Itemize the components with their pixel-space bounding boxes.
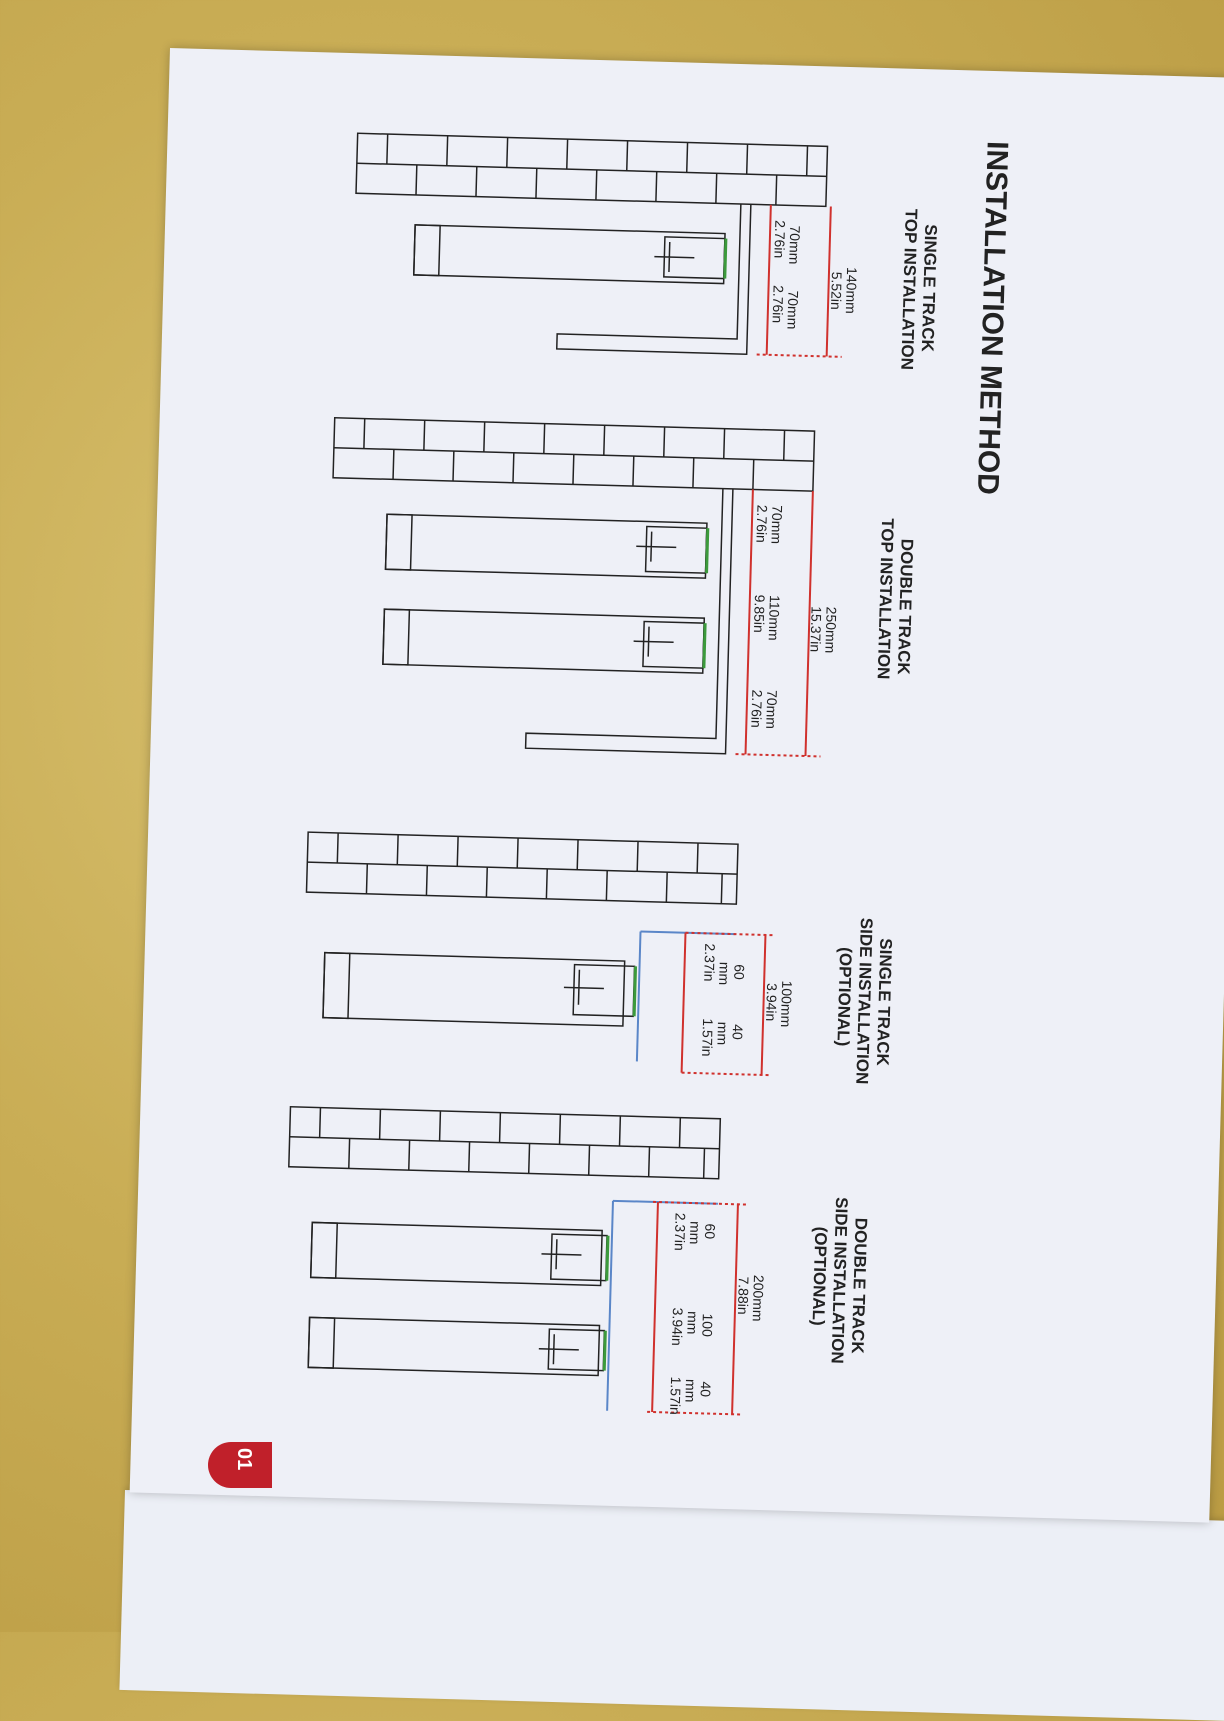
- section-label: DOUBLE TRACK: [847, 1217, 871, 1354]
- dimension-label: 100mm: [777, 980, 796, 1028]
- dimension-label: 1.57in: [699, 1018, 717, 1057]
- dimension-label: 70mm: [784, 290, 802, 330]
- track-bracket: [633, 526, 707, 668]
- brick-wall-4: [289, 1107, 721, 1179]
- dimension-label: mm: [716, 961, 733, 986]
- page-number: 01: [233, 1448, 255, 1471]
- dimension-label: 2.76in: [748, 689, 766, 729]
- dimension-label: 2.37in: [701, 943, 719, 982]
- brick-wall-1: [356, 133, 827, 206]
- dimension-label: 250mm: [822, 606, 840, 654]
- dimension-label: 40: [729, 1024, 746, 1041]
- dimension-label: 140mm: [842, 266, 861, 315]
- page-title: INSTALLATION METHOD: [970, 140, 1014, 496]
- dimension-label: 1.57in: [667, 1376, 685, 1416]
- section-label: SINGLE TRACK: [872, 938, 896, 1067]
- dimension-label: 3.94in: [763, 982, 781, 1022]
- section-label: (OPTIONAL): [833, 946, 856, 1047]
- section-label: TOP INSTALLATION: [873, 517, 898, 680]
- dimension-label: 40: [697, 1381, 714, 1398]
- dimension-label: mm: [684, 1310, 701, 1335]
- dimension-label: 3.94in: [668, 1307, 687, 1347]
- dimension-label: 200mm: [749, 1274, 767, 1322]
- section-label: SINGLE TRACK: [917, 224, 941, 353]
- dimension-label: 7.88in: [734, 1276, 752, 1315]
- dimension-label: mm: [714, 1021, 732, 1046]
- dimension-label: 5.52in: [827, 271, 846, 311]
- page-number-badge: [208, 1442, 272, 1488]
- dimension-label: 15.37in: [807, 606, 825, 653]
- dimension-label: mm: [686, 1220, 704, 1245]
- curtain-panel: [414, 225, 725, 284]
- dimension-label: 100: [699, 1313, 716, 1338]
- brick-wall-3: [306, 832, 738, 904]
- dimension-label: 110mm: [765, 594, 783, 641]
- curtain-panel: [383, 514, 707, 673]
- manual-page: [130, 48, 1224, 1523]
- track-bracket: [654, 237, 725, 279]
- dimension-label: 70mm: [786, 225, 804, 265]
- dimension-label: 9.85in: [750, 594, 768, 634]
- dimension-label: 60: [701, 1223, 719, 1240]
- dimension-label: 2.76in: [771, 219, 789, 259]
- dimension-label: 70mm: [763, 689, 781, 730]
- section-label: (OPTIONAL): [808, 1226, 831, 1327]
- dimension-label: 70mm: [768, 504, 786, 545]
- dimension-label: 2.76in: [753, 504, 771, 544]
- section-label: SIDE INSTALLATION: [852, 917, 876, 1085]
- installation-diagram: [130, 48, 1224, 1523]
- dimension-label: 2.37in: [671, 1212, 689, 1252]
- section-label: SIDE INSTALLATION: [827, 1196, 852, 1364]
- dimension-label: 60: [731, 964, 748, 981]
- next-page-fold: [119, 1490, 1224, 1721]
- brick-wall-2: [333, 418, 814, 491]
- dimension-label: mm: [682, 1378, 700, 1403]
- section-label: DOUBLE TRACK: [893, 538, 917, 675]
- section-label: TOP INSTALLATION: [897, 208, 921, 371]
- curtain-panel: [308, 1222, 602, 1375]
- dimension-label: 2.76in: [769, 284, 787, 324]
- track-bracket: [538, 1234, 607, 1371]
